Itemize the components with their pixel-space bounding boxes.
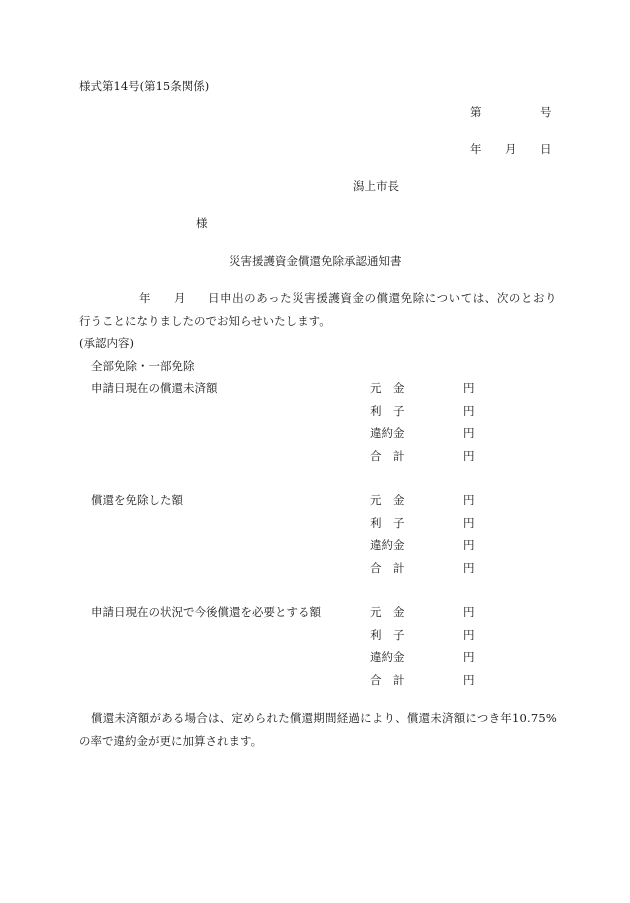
- item-name: 利 子: [370, 404, 405, 418]
- section-label: 償還を免除した額: [91, 493, 183, 507]
- body-line-2: 行うことになりましたのでお知らせいたします。: [79, 314, 331, 328]
- date-month: 月: [505, 142, 517, 156]
- footer-note-line-2: の率で違約金が更に加算されます。: [79, 734, 263, 748]
- body-year: 年: [139, 291, 151, 305]
- ref-dai: 第: [470, 105, 482, 119]
- section-label: 申請日現在の状況で今後償還を必要とする額: [91, 605, 321, 619]
- item-name: 違約金: [370, 426, 405, 440]
- date-year: 年: [470, 142, 482, 156]
- item-unit: 円: [463, 628, 475, 642]
- item-unit: 円: [463, 650, 475, 664]
- item-name: 利 子: [370, 628, 405, 642]
- form-number: 様式第14号(第15条関係): [79, 79, 210, 93]
- item-unit: 円: [463, 673, 475, 687]
- exemption-type: 全部免除・一部免除: [91, 359, 195, 373]
- section-label: 申請日現在の償還未済額: [91, 381, 218, 395]
- ref-gou: 号: [540, 105, 552, 119]
- document-title: 災害援護資金償還免除承認通知書: [229, 254, 402, 268]
- item-unit: 円: [463, 493, 475, 507]
- item-unit: 円: [463, 404, 475, 418]
- item-unit: 円: [463, 426, 475, 440]
- item-name: 違約金: [370, 650, 405, 664]
- item-name: 利 子: [370, 516, 405, 530]
- item-unit: 円: [463, 538, 475, 552]
- body-line-1: 日申出のあった災害援護資金の償還免除については、次のとおり: [208, 291, 558, 305]
- addressee-suffix: 様: [196, 216, 208, 230]
- item-unit: 円: [463, 449, 475, 463]
- item-unit: 円: [463, 381, 475, 395]
- footer-note-line-1: 償還未済額がある場合は、定められた償還期間経過により、償還未済額につき年10.75%: [91, 711, 558, 725]
- item-name: 元 金: [370, 493, 405, 507]
- issuer: 潟上市長: [353, 179, 399, 193]
- item-name: 合 計: [370, 449, 405, 463]
- item-name: 元 金: [370, 381, 405, 395]
- item-unit: 円: [463, 605, 475, 619]
- date-day: 日: [540, 142, 552, 156]
- item-unit: 円: [463, 516, 475, 530]
- item-name: 違約金: [370, 538, 405, 552]
- approval-heading: (承認内容): [79, 336, 134, 350]
- item-name: 合 計: [370, 561, 405, 575]
- item-name: 元 金: [370, 605, 405, 619]
- item-unit: 円: [463, 561, 475, 575]
- item-name: 合 計: [370, 673, 405, 687]
- body-month: 月: [174, 291, 186, 305]
